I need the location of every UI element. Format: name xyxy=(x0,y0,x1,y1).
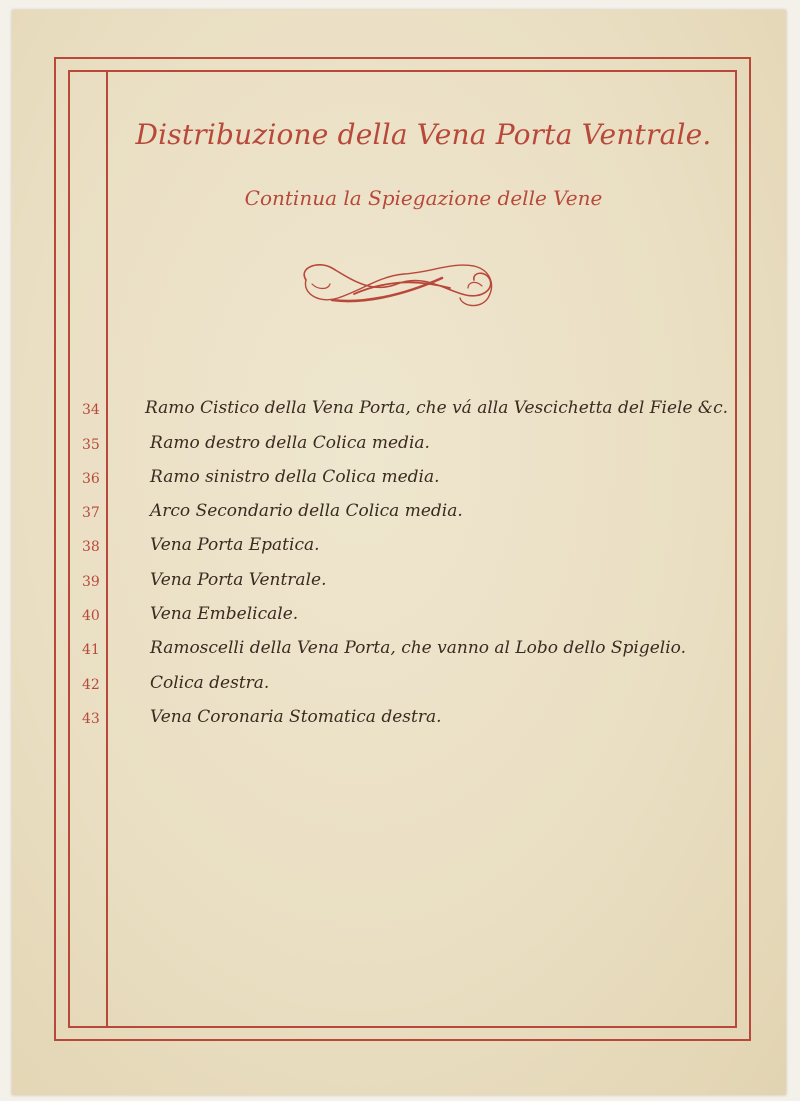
list-item xyxy=(78,697,728,731)
entry-text: Vena Porta Epatica. xyxy=(150,535,320,556)
entry-number: 42 xyxy=(82,676,100,693)
list-item xyxy=(78,594,728,628)
list-item xyxy=(78,662,728,696)
entry-list xyxy=(78,388,728,731)
entry-text: Arco Secondario della Colica media. xyxy=(150,501,463,522)
entry-number: 34 xyxy=(82,402,100,419)
entry-text: Vena Porta Ventrale. xyxy=(150,569,327,590)
entry-number: 41 xyxy=(82,642,100,659)
entry-text: Ramo sinistro della Colica media. xyxy=(150,466,440,487)
entry-number: 38 xyxy=(82,539,100,556)
entry-text: Ramoscelli della Vena Porta, che vanno al Lobo dello Spigelio. xyxy=(150,638,687,659)
entry-number: 35 xyxy=(82,436,100,453)
entry-text: Vena Coronaria Stomatica destra. xyxy=(150,706,442,727)
list-item xyxy=(78,388,728,422)
entry-text: Ramo destro della Colica media. xyxy=(150,432,430,453)
entry-number: 40 xyxy=(82,608,100,625)
entry-number: 36 xyxy=(82,470,100,487)
list-item xyxy=(78,457,728,491)
entry-text: Colica destra. xyxy=(150,672,270,693)
entry-text: Ramo Cistico della Vena Porta, che vá alla Vescichetta del Fiele &c. xyxy=(144,398,728,419)
entry-number: 37 xyxy=(82,505,100,522)
list-item xyxy=(78,422,728,456)
entry-number: 43 xyxy=(82,710,100,727)
list-item xyxy=(78,525,728,559)
list-item xyxy=(78,628,728,662)
page-subtitle: Continua la Spiegazione delle Vene xyxy=(244,186,603,210)
page-title: Distribuzione della Vena Porta Ventrale. xyxy=(135,118,712,151)
flourish-ornament-icon xyxy=(292,254,502,316)
entry-number: 39 xyxy=(82,573,100,590)
list-item xyxy=(78,559,728,593)
entry-text: Vena Embelicale. xyxy=(150,604,299,625)
list-item xyxy=(78,491,728,525)
